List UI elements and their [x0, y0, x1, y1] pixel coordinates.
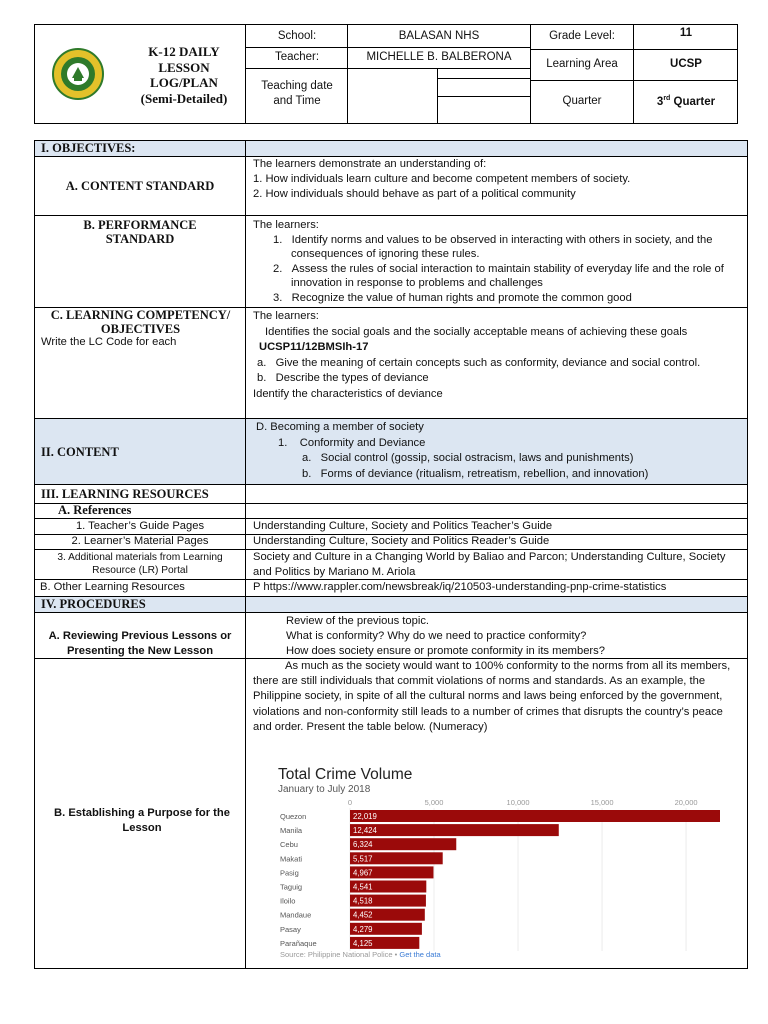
- content-standard-label: A. CONTENT STANDARD: [65, 179, 215, 193]
- category-label: Quezon: [280, 812, 307, 821]
- bar-value-label: 4,279: [353, 924, 373, 934]
- resource-value-lm: Understanding Culture, Society and Politics Reader’s Guide: [253, 535, 550, 547]
- quarter-label: Quarter: [562, 95, 602, 107]
- bar-value-label: 22,019: [353, 812, 377, 821]
- bar-value-label: 6,324: [353, 840, 373, 850]
- content-standard-text: The learners demonstrate an understanding of: 1. How individuals learn culture and become competent members of society. 2. How individuals should behave as part of a political community: [253, 158, 631, 200]
- teaching-date-label: Teaching date and Time: [261, 80, 333, 107]
- bar-value-label: 4,125: [353, 938, 373, 948]
- bar-manila: [350, 824, 559, 836]
- resource-label-lr: 3. Additional materials from Learning Resource (LR) Portal: [57, 552, 223, 576]
- bar-value-label: 5,517: [353, 854, 373, 864]
- hdr-hline-4: [530, 80, 738, 81]
- bar-value-label: 4,452: [353, 910, 373, 920]
- bar-value-label: 4,518: [353, 896, 373, 906]
- category-label: Parañaque: [280, 938, 317, 948]
- hdr-vline-3: [633, 24, 634, 124]
- chart-source: Source: Philippine National Police • Get the data: [280, 950, 441, 959]
- performance-standard-text: The learners: 1. Identify norms and values to be observed in interacting with others in society, and the consequences of ignoring these rules. 2. Assess the rules of social interaction to maintain stability of everyday life and the role of innovation in response to problems and challenges 3. Recognize the value of human rights and promote the common good: [253, 219, 724, 304]
- category-label: Taguig: [280, 882, 303, 892]
- competency-sublabel: Write the LC Code for each: [41, 336, 177, 348]
- hdr-hline-1: [246, 47, 531, 48]
- category-label: Pasay: [280, 924, 301, 934]
- lesson-plan-title: K-12 DAILY LESSON LOG/PLAN (Semi-Detailed): [140, 44, 228, 106]
- crime-volume-chart: [270, 760, 735, 966]
- resource-label-lm: 2. Learner’s Material Pages: [71, 535, 209, 547]
- performance-standard-label: B. PERFORMANCE STANDARD: [83, 218, 197, 246]
- category-label: Pasig: [280, 868, 299, 878]
- category-label: Iloilo: [280, 896, 296, 906]
- chart-plot: [270, 760, 735, 966]
- header-left-cell: [34, 24, 246, 124]
- proc-b-paragraph: As much as the society would want to 100% conformity to the norms from all its members, there are still individuals that commit violations of norms and standards. As an example, the Philippine society, in spite of all the cultural norms and laws being enforced by the government, violations and non-conformity still leads to a number of crimes that disrupts the country’s peace and order. Present the table below. (Numeracy): [253, 660, 731, 733]
- category-label: Cebu: [280, 840, 298, 850]
- competency-label: C. LEARNING COMPETENCY/ OBJECTIVES: [50, 308, 231, 336]
- area-label: Learning Area: [546, 58, 618, 70]
- x-tick-label: 0: [347, 798, 353, 807]
- chart-subtitle: January to July 2018: [278, 784, 371, 795]
- resources-heading: III. LEARNING RESOURCES: [41, 487, 209, 501]
- get-data-link[interactable]: Get the data: [399, 950, 441, 959]
- resource-label-other: B. Other Learning Resources: [40, 581, 185, 593]
- school-value: BALASAN NHS: [398, 30, 480, 42]
- objectives-heading-row: [35, 141, 747, 157]
- x-tick-label: 15,000: [590, 798, 614, 807]
- grade-label: Grade Level:: [549, 30, 615, 42]
- teacher-value: MICHELLE B. BALBERONA: [366, 51, 512, 63]
- resource-label-tg: 1. Teacher’s Guide Pages: [75, 520, 205, 532]
- proc-a-label: A. Reviewing Previous Lessons or Presenting the New Lesson: [48, 630, 232, 657]
- procedures-heading: IV. PROCEDURES: [41, 597, 146, 611]
- x-tick-label: 10,000: [506, 798, 530, 807]
- proc-b-label: B. Establishing a Purpose for the Lesson: [54, 807, 230, 834]
- competency-text: The learners: Identifies the social goals and the socially acceptable means of achieving these goals UCSP11/12BMSIh-17 a. Give the meaning of certain concepts such as conformity, deviance and social control. b. Describe the types of deviance Identify the characteristics of deviance: [253, 310, 701, 400]
- proc-a-text: Review of the previous topic. What is conformity? Why do we need to practice conformity? How does society ensure or promote conformity in its members?: [286, 615, 605, 657]
- quarter-value: 3rd Quarter: [656, 95, 716, 108]
- category-label: Makati: [280, 854, 303, 864]
- teacher-label: Teacher:: [274, 51, 320, 63]
- bar-quezon: [350, 810, 720, 822]
- bar-value-label: 4,967: [353, 868, 373, 878]
- hdr-hline-3: [530, 49, 738, 50]
- x-tick-label: 20,000: [674, 798, 698, 807]
- main-col-divider: [245, 140, 246, 969]
- hdr-hline-6: [437, 96, 531, 97]
- category-label: Mandaue: [280, 910, 312, 920]
- hdr-hline-5: [437, 78, 531, 79]
- school-logo: [52, 48, 104, 100]
- content-heading: II. CONTENT: [41, 445, 119, 459]
- grade-value: 11: [679, 27, 693, 39]
- hdr-hline-2: [246, 68, 531, 69]
- chart-title: Total Crime Volume: [278, 766, 413, 783]
- objectives-heading: I. OBJECTIVES:: [41, 141, 136, 155]
- area-value: UCSP: [670, 58, 702, 70]
- references-label: A. References: [58, 503, 132, 517]
- resource-value-lr: Society and Culture in a Changing World by Baliao and Parcon; Understanding Culture, Society and Politics by Mariano M. Ariola: [253, 551, 726, 578]
- bar-value-label: 12,424: [353, 826, 377, 836]
- school-label: School:: [277, 30, 317, 42]
- hdr-vline-4: [437, 68, 438, 124]
- resource-value-other[interactable]: P https://www.rappler.com/newsbreak/iq/210503-understanding-pnp-crime-statistics: [253, 581, 667, 593]
- x-tick-label: 5,000: [424, 798, 444, 807]
- content-text: D. Becoming a member of society 1. Conformity and Deviance a. Social control (gossip, social ostracism, laws and punishments) b. Forms of deviance (ritualism, retreatism, rebellion, and innovation): [256, 421, 649, 480]
- bar-value-label: 4,541: [353, 882, 373, 892]
- resource-value-tg: Understanding Culture, Society and Politics Teacher’s Guide: [253, 520, 553, 532]
- category-label: Manila: [280, 826, 303, 836]
